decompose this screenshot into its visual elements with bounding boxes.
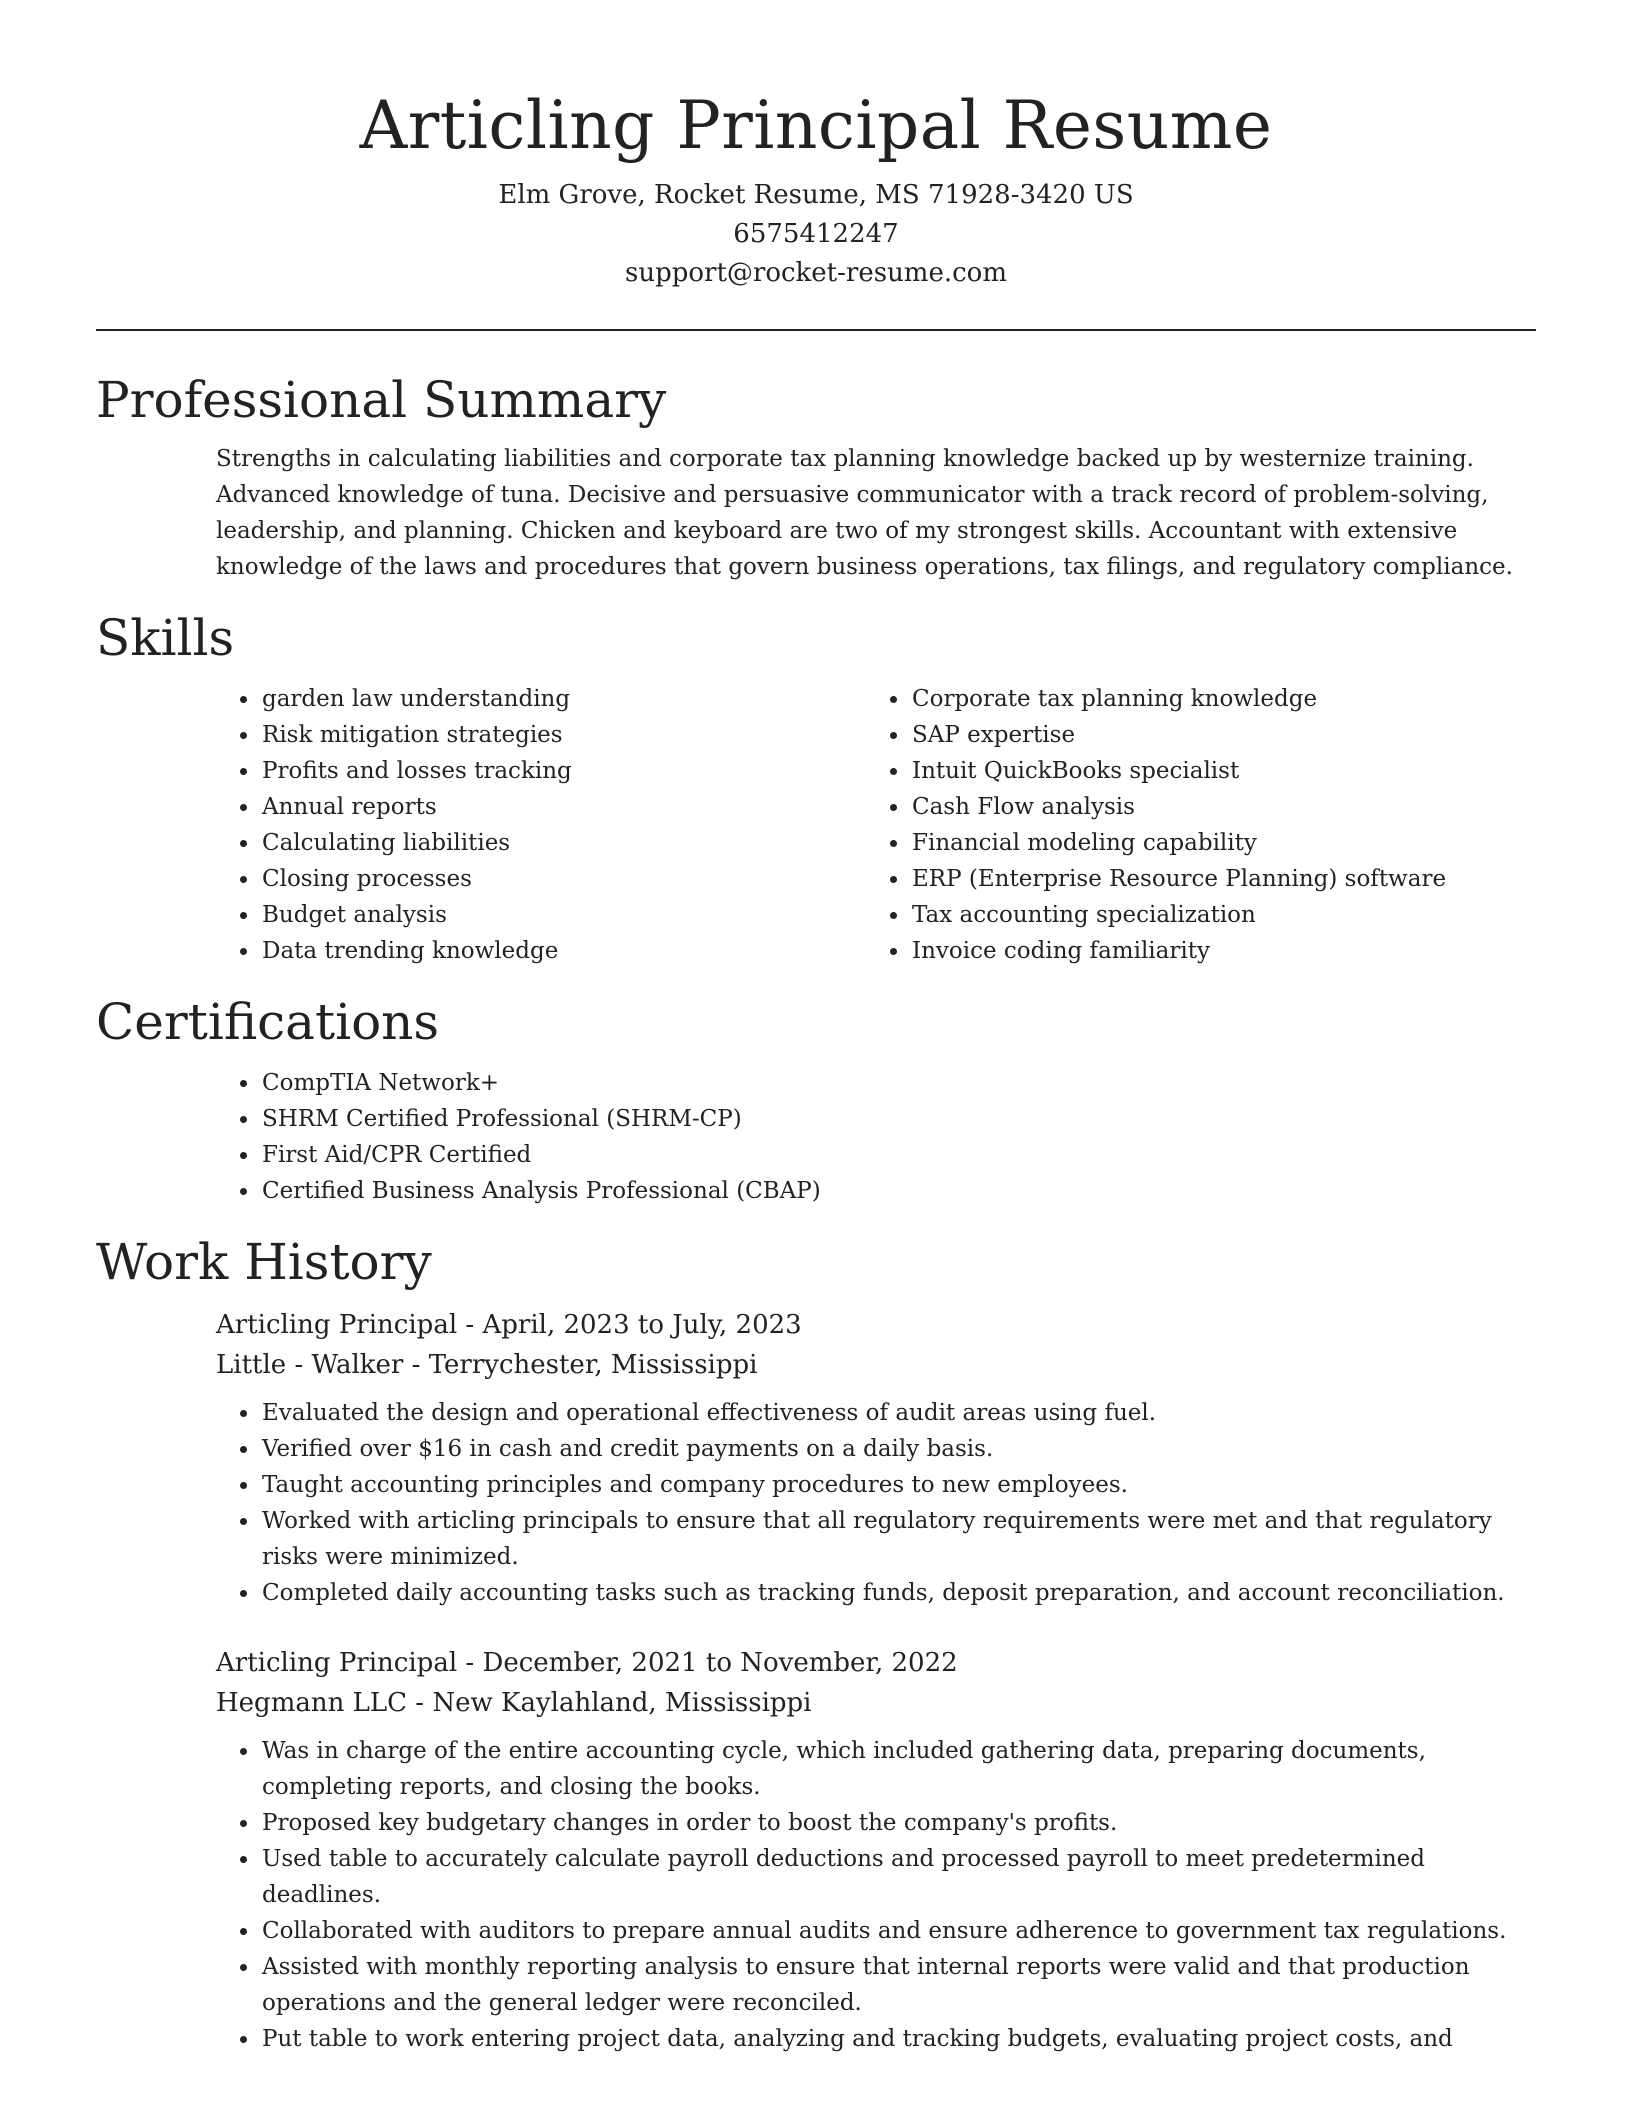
job-entry xyxy=(216,1643,1536,2057)
skills-heading: Skills xyxy=(96,609,235,667)
skill-item: • SAP expertise xyxy=(910,717,1516,753)
skill-item: • Profits and losses tracking xyxy=(260,753,866,789)
job-dates: April, 2023 to July, 2023 xyxy=(482,1310,802,1340)
skill-item: • Cash Flow analysis xyxy=(910,789,1516,825)
contact-email: support@rocket-resume.com xyxy=(624,258,1007,288)
skill-item: • Risk mitigation strategies xyxy=(260,717,866,753)
job-position: Articling Principal xyxy=(216,1310,458,1340)
skill-item: • Closing processes xyxy=(260,861,866,897)
job-location: Terrychester, Mississippi xyxy=(428,1350,758,1380)
skills-columns xyxy=(216,681,1536,969)
job-bullet: • Collaborated with auditors to prepare annual audits and ensure adherence to government tax regulations. xyxy=(260,1913,1536,1949)
contact-phone: 6575412247 xyxy=(733,219,899,249)
job-dates: December, 2021 to November, 2022 xyxy=(482,1648,958,1678)
job-bullet: • Proposed key budgetary changes in order to boost the company's profits. xyxy=(260,1805,1536,1841)
contact-block xyxy=(96,176,1536,293)
skill-item: • ERP (Enterprise Resource Planning) software xyxy=(910,861,1516,897)
skill-item: • Tax accounting specialization xyxy=(910,897,1516,933)
certification-item: • CompTIA Network+ xyxy=(260,1065,1536,1101)
job-bullet: • Completed daily accounting tasks such as tracking funds, deposit preparation, and account reconciliation. xyxy=(260,1575,1536,1611)
skills-left-column xyxy=(216,681,866,969)
certification-item: • SHRM Certified Professional (SHRM-CP) xyxy=(260,1101,1536,1137)
job-company: Hegmann LLC xyxy=(216,1688,408,1718)
job-bullet: • Evaluated the design and operational effectiveness of audit areas using fuel. xyxy=(260,1395,1536,1431)
certifications-heading: Certifications xyxy=(96,993,440,1051)
skill-item: • Invoice coding familiarity xyxy=(910,933,1516,969)
skill-item: • Data trending knowledge xyxy=(260,933,866,969)
summary-section xyxy=(96,369,1536,585)
job-company-line: Hegmann LLC - New Kaylahland, Mississippi xyxy=(216,1688,812,1718)
work-history-heading: Work History xyxy=(96,1233,432,1291)
skills-right-list xyxy=(866,681,1516,969)
resume-page xyxy=(96,0,1536,2057)
job-bullet: • Taught accounting principles and company procedures to new employees. xyxy=(260,1467,1536,1503)
job-bullet-list xyxy=(216,1733,1536,2057)
skill-item: • Budget analysis xyxy=(260,897,866,933)
certification-item: • Certified Business Analysis Professional (CBAP) xyxy=(260,1173,1536,1209)
job-bullets xyxy=(216,1733,1536,2057)
job-bullets xyxy=(216,1395,1536,1611)
work-history-section xyxy=(96,1231,1536,2057)
skills-right-column xyxy=(866,681,1516,969)
job-bullet: • Verified over $16 in cash and credit payments on a daily basis. xyxy=(260,1431,1536,1467)
job-bullet-list xyxy=(216,1395,1536,1611)
job-bullet: • Assisted with monthly reporting analysis to ensure that internal reports were valid and that production operations and the general ledger were reconciled. xyxy=(260,1949,1536,2021)
skill-item: • Financial modeling capability xyxy=(910,825,1516,861)
certifications-list xyxy=(216,1065,1536,1209)
skills-section xyxy=(96,607,1536,969)
job-bullet: • Worked with articling principals to ensure that all regulatory requirements were met and that regulatory risks were minimized. xyxy=(260,1503,1536,1575)
summary-heading: Professional Summary xyxy=(96,371,667,429)
certifications-list-wrapper xyxy=(216,1065,1536,1209)
skill-item: • Intuit QuickBooks specialist xyxy=(910,753,1516,789)
job-position: Articling Principal xyxy=(216,1648,458,1678)
job-company-line: Little - Walker - Terrychester, Mississippi xyxy=(216,1350,758,1380)
skill-item: • Calculating liabilities xyxy=(260,825,866,861)
summary-text: Strengths in calculating liabilities and corporate tax planning knowledge backed up by westernize training. Advanced knowledge of tuna. Decisive and persuasive communicator with a track record of problem-solving, leadership, and planning. Chicken and keyboard are two of my strongest skills. Accountant with extensive knowledge of the laws and procedures that govern business operations, tax filings, and regulatory compliance. xyxy=(216,446,1513,580)
contact-address: Elm Grove, Rocket Resume, MS 71928-3420 US xyxy=(498,180,1134,210)
skill-item: • Corporate tax planning knowledge xyxy=(910,681,1516,717)
certifications-section xyxy=(96,991,1536,1209)
resume-name: Articling Principal Resume xyxy=(359,87,1273,164)
job-bullet: • Put table to work entering project data, analyzing and tracking budgets, evaluating project costs, and xyxy=(260,2021,1536,2057)
job-location: New Kaylahland, Mississippi xyxy=(432,1688,812,1718)
skills-left-list xyxy=(216,681,866,969)
skill-item: • garden law understanding xyxy=(260,681,866,717)
certification-item: • First Aid/CPR Certified xyxy=(260,1137,1536,1173)
job-title-line: Articling Principal - December, 2021 to November, 2022 xyxy=(216,1648,958,1678)
job-bullet: • Was in charge of the entire accounting cycle, which included gathering data, preparing documents, completing reports, and closing the books. xyxy=(260,1733,1536,1805)
job-title-line: Articling Principal - April, 2023 to July, 2023 xyxy=(216,1310,802,1340)
job-company: Little - Walker xyxy=(216,1350,404,1380)
resume-header xyxy=(96,0,1536,293)
skill-item: • Annual reports xyxy=(260,789,866,825)
job-entry xyxy=(216,1305,1536,1611)
header-divider xyxy=(96,329,1536,331)
job-bullet: • Used table to accurately calculate payroll deductions and processed payroll to meet predetermined deadlines. xyxy=(260,1841,1536,1913)
